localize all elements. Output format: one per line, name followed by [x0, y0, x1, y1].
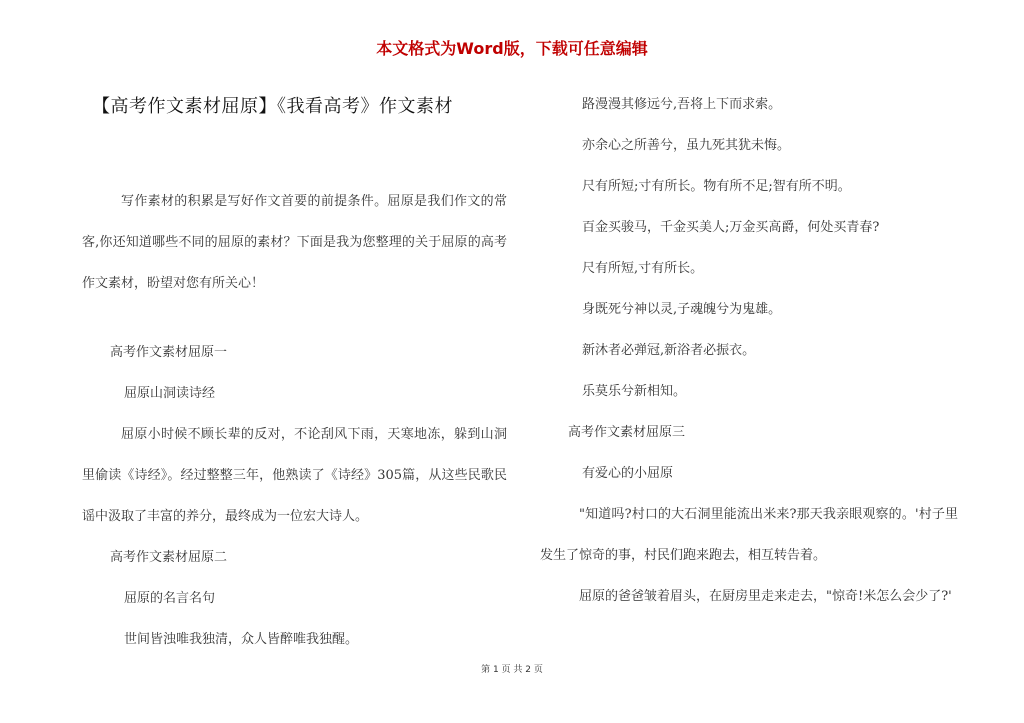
section-subheading-3: 有爱心的小屈原	[582, 466, 674, 481]
section-paragraph-1: 屈原小时候不顾长辈的反对，不论刮风下雨，天寒地冻，躲到山洞里偷读《诗经》。经过整整三年，他熟读了《诗经》305篇，从这些民歌民谣中汲取了丰富的养分，最终成为一位宏大诗人。	[82, 427, 507, 524]
quote-line: 身既死兮神以灵,子魂魄兮为鬼雄。	[582, 302, 782, 317]
story-paragraph-2: 屈原的爸爸皱着眉头，在厨房里走来走去，"惊奇!米怎么会少了?'	[579, 589, 952, 604]
quote-line: 乐莫乐兮新相知。	[582, 384, 687, 399]
left-column	[82, 181, 507, 660]
quote-line: 尺有所短;寸有所长。物有所不足;智有所不明。	[582, 179, 851, 194]
spacer	[82, 304, 507, 332]
page-number-footer: 第 1 页 共 2 页	[481, 665, 543, 675]
section-subheading-1: 屈原山洞读诗经	[124, 386, 216, 401]
quote-line: 世间皆浊唯我独清，众人皆醉唯我独醒。	[124, 632, 359, 647]
quote-line: 百金买骏马，千金买美人;万金买高爵，何处买青春?	[582, 220, 880, 235]
quote-line: 亦余心之所善兮，虽九死其犹未悔。	[582, 138, 791, 153]
quote-line: 新沐者必弹冠,新浴者必振衣。	[582, 343, 756, 358]
right-column	[540, 84, 958, 617]
quote-line: 路漫漫其修远兮,吾将上下而求索。	[582, 97, 782, 112]
document-title: 【高考作文素材屈原】《我看高考》作文素材	[92, 96, 453, 117]
section-subheading-2: 屈原的名言名句	[124, 591, 216, 606]
quote-line: 尺有所短,寸有所长。	[582, 261, 704, 276]
story-paragraph-1: "知道吗?村口的大石洞里能流出米来?那天我亲眼观察的。'村子里发生了惊奇的事，村民们跑来跑去，相互转告着。	[540, 507, 958, 563]
intro-paragraph: 写作素材的积累是写好作文首要的前提条件。屈原是我们作文的常客,你还知道哪些不同的屈原的素材？下面是我为您整理的关于屈原的高考作文素材，盼望对您有所关心！	[82, 194, 507, 291]
section-heading-3: 高考作文素材屈原三	[568, 425, 686, 440]
word-format-banner: 本文格式为Word版，下载可任意编辑	[376, 39, 648, 58]
section-heading-2: 高考作文素材屈原二	[110, 550, 228, 565]
section-heading-1: 高考作文素材屈原一	[110, 345, 228, 360]
